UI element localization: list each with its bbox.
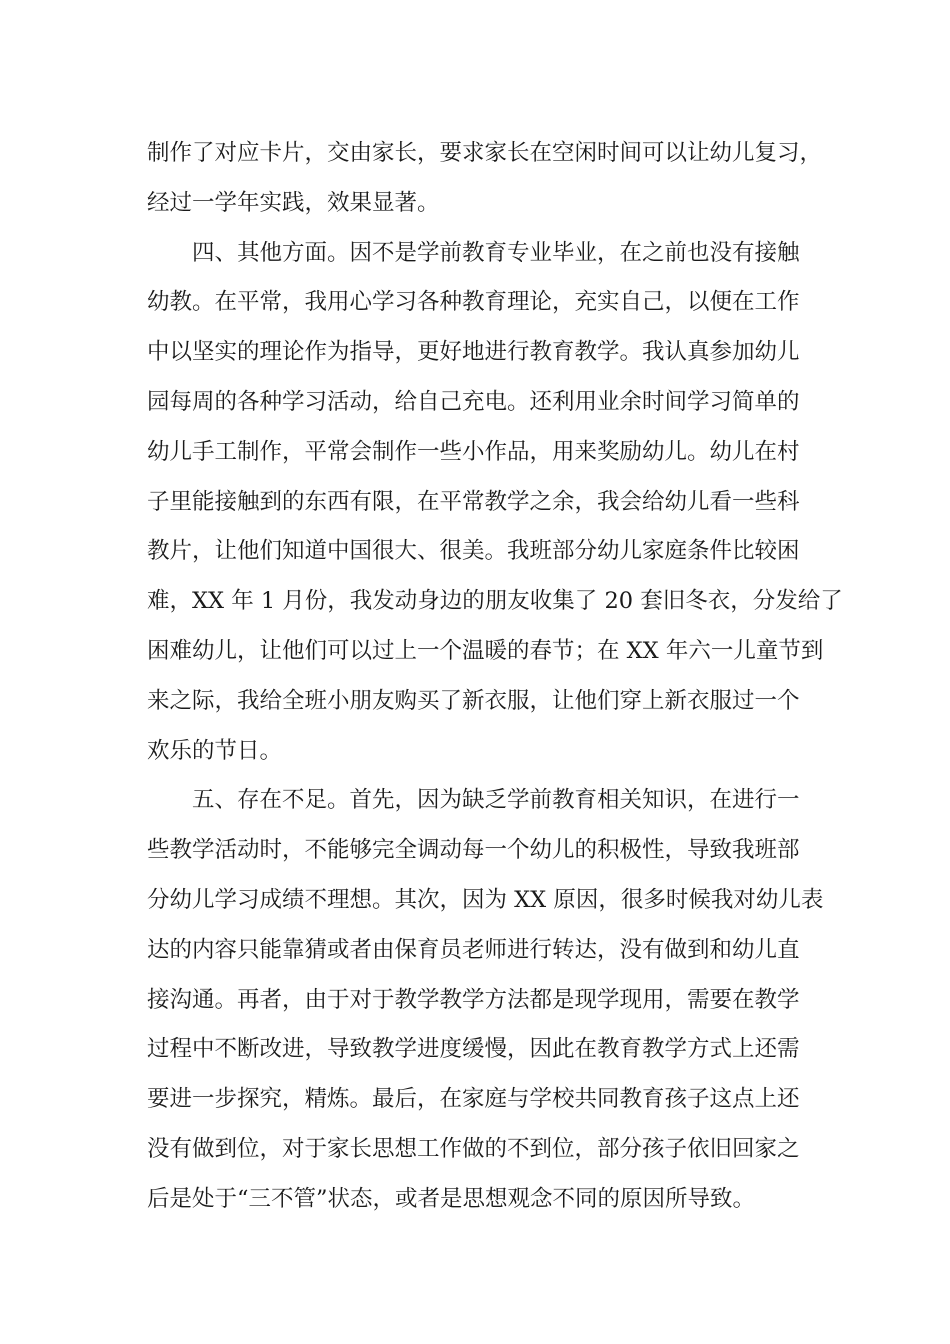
text-line: 园每周的各种学习活动，给自己充电。还利用业余时间学习简单的 [147,388,800,415]
text-line: 后是处于“三不管”状态，或者是思想观念不同的原因所导致。 [147,1185,756,1212]
text-line: 幼儿手工制作，平常会制作一些小作品，用来奖励幼儿。幼儿在村 [147,438,800,465]
text-line: 教片，让他们知道中国很大、很美。我班部分幼儿家庭条件比较困 [147,538,800,565]
paragraph-start-line: 五、存在不足。首先，因为缺乏学前教育相关知识，在进行一 [192,787,800,814]
text-line: 达的内容只能靠猜或者由保育员老师进行转达，没有做到和幼儿直 [147,936,800,963]
text-line: 中以坚实的理论作为指导，更好地进行教育教学。我认真参加幼儿 [147,339,800,366]
text-line: 要进一步探究，精炼。最后，在家庭与学校共同教育孩子这点上还 [147,1086,800,1113]
text-line: 来之际，我给全班小朋友购买了新衣服，让他们穿上新衣服过一个 [147,687,800,714]
paragraph-start-line: 四、其他方面。因不是学前教育专业毕业，在之前也没有接触 [192,239,800,266]
text-line: 幼教。在平常，我用心学习各种教育理论，充实自己，以便在工作 [147,289,800,316]
text-line: 经过一学年实践，效果显著。 [147,189,440,216]
text-line: 过程中不断改进，导致教学进度缓慢，因此在教育教学方式上还需 [147,1036,800,1063]
body-text [147,129,843,1225]
text-line: 些教学活动时，不能够完全调动每一个幼儿的积极性，导致我班部 [147,837,800,864]
text-line: 制作了对应卡片，交由家长，要求家长在空闲时间可以让幼儿复习， [147,140,823,166]
text-line: 子里能接触到的东西有限，在平常教学之余，我会给幼儿看一些科 [147,488,800,515]
text-line: 难，XX 年 1 月份，我发动身边的朋友收集了 20 套旧冬衣，分发给了 [147,588,843,615]
text-line: 分幼儿学习成绩不理想。其次，因为 XX 原因，很多时候我对幼儿表 [147,886,824,913]
text-line: 没有做到位，对于家长思想工作做的不到位，部分孩子依旧回家之 [147,1135,800,1162]
text-line: 接沟通。再者，由于对于教学教学方法都是现学现用，需要在教学 [147,986,800,1013]
text-line: 欢乐的节日。 [147,737,283,764]
text-line: 困难幼儿，让他们可以过上一个温暖的春节；在 XX 年六一儿童节到 [147,637,824,664]
